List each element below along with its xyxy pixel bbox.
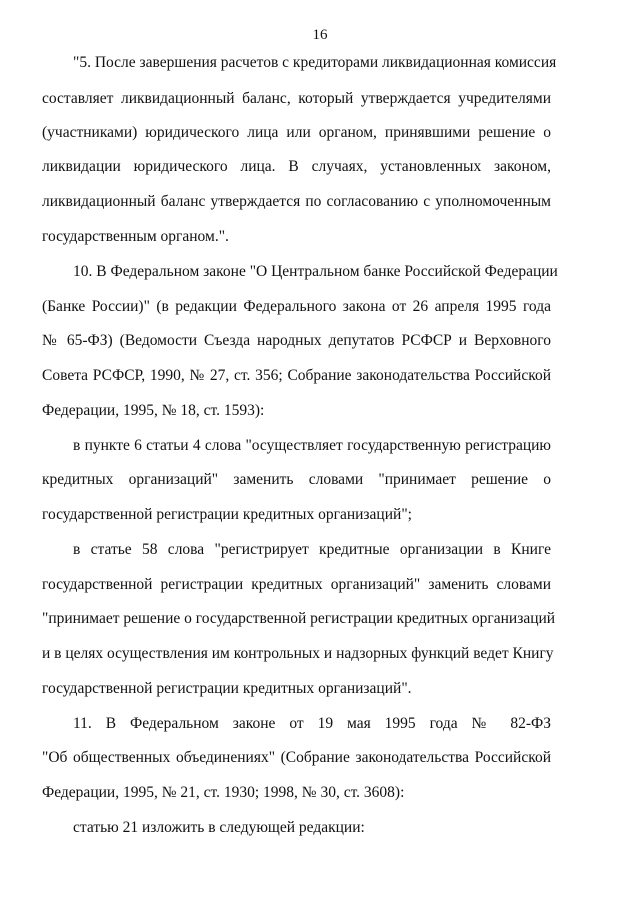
text-line: "принимает решение о государственной регистрации кредитных организаций: [42, 610, 556, 627]
text-line: государственной регистрации кредитных организаций" заменить словами: [42, 576, 551, 593]
text-line: ликвидации юридического лица. В случаях, установленных законом,: [42, 158, 551, 175]
text-line: Федерации, 1995, № 21, ст. 1930; 1998, № 30, ст. 3608):: [42, 784, 405, 801]
text-line: Совета РСФСР, 1990, № 27, ст. 356; Собрание законодательства Российской: [42, 367, 551, 384]
text-line: государственным органом.".: [42, 228, 229, 245]
text-line: составляет ликвидационный баланс, который утверждается учредителями: [42, 90, 551, 107]
text-line: (участниками) юридического лица или органом, принявшими решение о: [42, 124, 551, 141]
text-line: Федерации, 1995, № 18, ст. 1593):: [42, 402, 265, 419]
text-line: статью 21 изложить в следующей редакции:: [73, 819, 365, 836]
text-line: в пункте 6 статьи 4 слова "осуществляет государственную регистрацию: [73, 437, 551, 454]
text-line: в статье 58 слова "регистрирует кредитные организации в Книге: [73, 541, 551, 558]
text-line: "5. После завершения расчетов с кредиторами ликвидационная комиссия: [73, 54, 557, 71]
text-line: 10. В Федеральном законе "О Центральном банке Российской Федерации: [73, 263, 558, 280]
text-line: № 65-ФЗ) (Ведомости Съезда народных депутатов РСФСР и Верховного: [42, 332, 551, 349]
text-line: "Об общественных объединениях" (Собрание законодательства Российской: [42, 749, 551, 766]
page-number: 16: [312, 27, 328, 43]
text-line: 11. В Федеральном законе от 19 мая 1995 года № 82-ФЗ: [73, 715, 551, 732]
text-line: государственной регистрации кредитных организаций";: [42, 506, 412, 523]
text-line: кредитных организаций" заменить словами "принимает решение о: [42, 471, 551, 488]
text-line: (Банке России)" (в редакции Федерального закона от 26 апреля 1995 года: [42, 298, 551, 315]
text-line: государственной регистрации кредитных организаций".: [42, 680, 412, 697]
text-line: ликвидационный баланс утверждается по согласованию с уполномоченным: [42, 193, 551, 210]
text-line: и в целях осуществления им контрольных и надзорных функций ведет Книгу: [42, 645, 554, 662]
